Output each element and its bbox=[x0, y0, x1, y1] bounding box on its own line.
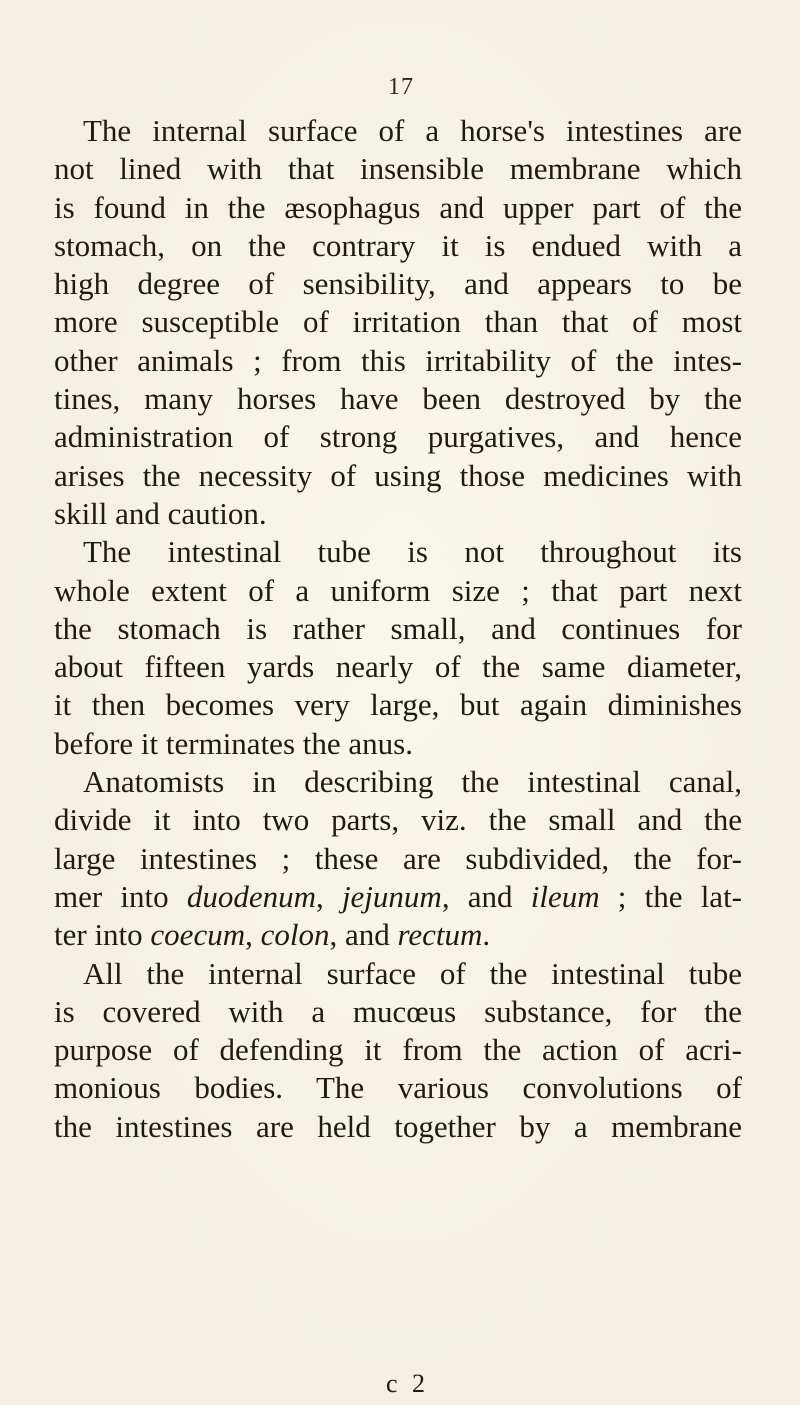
italic-term: colon bbox=[260, 917, 330, 953]
italic-term: rectum bbox=[397, 917, 483, 953]
text-line: high degree of sensibility, and appears to be bbox=[54, 266, 742, 302]
page-number: 17 bbox=[388, 74, 414, 100]
text-line: skill and caution. bbox=[54, 495, 267, 531]
text-line: purpose of defending it from the action of acri- bbox=[54, 1032, 742, 1068]
text-line: more susceptible of irritation than that of most bbox=[54, 304, 742, 340]
text-segment: ; the lat- bbox=[599, 878, 743, 914]
text-line: The internal surface of a horse's intestines are bbox=[83, 113, 742, 148]
text-line: the stomach is rather small, and continues for bbox=[54, 610, 742, 646]
text-line: arises the necessity of using those medicines with bbox=[54, 457, 742, 493]
text-line: other animals ; from this irritability of the intes- bbox=[54, 342, 742, 378]
text-segment: , bbox=[245, 917, 261, 953]
italic-term: jejunum bbox=[341, 878, 442, 914]
text-segment: , and bbox=[441, 878, 531, 914]
italic-term: ileum bbox=[530, 878, 600, 914]
body-text bbox=[54, 112, 742, 1146]
text-line: large intestines ; these are subdivided, the for- bbox=[54, 840, 742, 876]
text-line: divide it into two parts, viz. the small and the bbox=[54, 802, 742, 838]
text-segment: , bbox=[315, 878, 342, 914]
text-line: about fifteen yards nearly of the same diameter, bbox=[54, 649, 742, 685]
text-line: is covered with a mucœus substance, for the bbox=[54, 993, 742, 1029]
text-line: before it terminates the anus. bbox=[54, 725, 413, 761]
text-line: it then becomes very large, but again diminishes bbox=[54, 687, 742, 723]
text-segment: . bbox=[482, 917, 491, 953]
italic-term: duodenum bbox=[186, 878, 316, 914]
text-line: the intestines are held together by a membrane bbox=[54, 1108, 742, 1144]
text-line: The intestinal tube is not throughout its bbox=[83, 534, 742, 570]
text-line: administration of strong purgatives, and hence bbox=[54, 419, 742, 455]
text-line: All the internal surface of the intestinal tube bbox=[83, 955, 742, 991]
text-line bbox=[54, 916, 742, 954]
text-line: stomach, on the contrary it is endued with a bbox=[54, 227, 742, 263]
text-line: Anatomists in describing the intestinal canal, bbox=[83, 764, 742, 800]
signature-mark: c 2 bbox=[386, 1369, 430, 1398]
text-segment: ter into bbox=[54, 917, 151, 953]
text-line: tines, many horses have been destroyed by the bbox=[54, 381, 742, 417]
text-line: not lined with that insensible membrane which bbox=[54, 151, 742, 187]
text-line: is found in the æsophagus and upper part of the bbox=[54, 189, 742, 225]
text-segment: , and bbox=[329, 917, 398, 953]
text-line: whole extent of a uniform size ; that part next bbox=[54, 572, 742, 608]
text-line bbox=[54, 878, 742, 916]
text-segment: mer into bbox=[54, 878, 187, 914]
italic-term: coecum bbox=[150, 917, 246, 953]
text-line: monious bodies. The various convolutions of bbox=[54, 1070, 742, 1106]
